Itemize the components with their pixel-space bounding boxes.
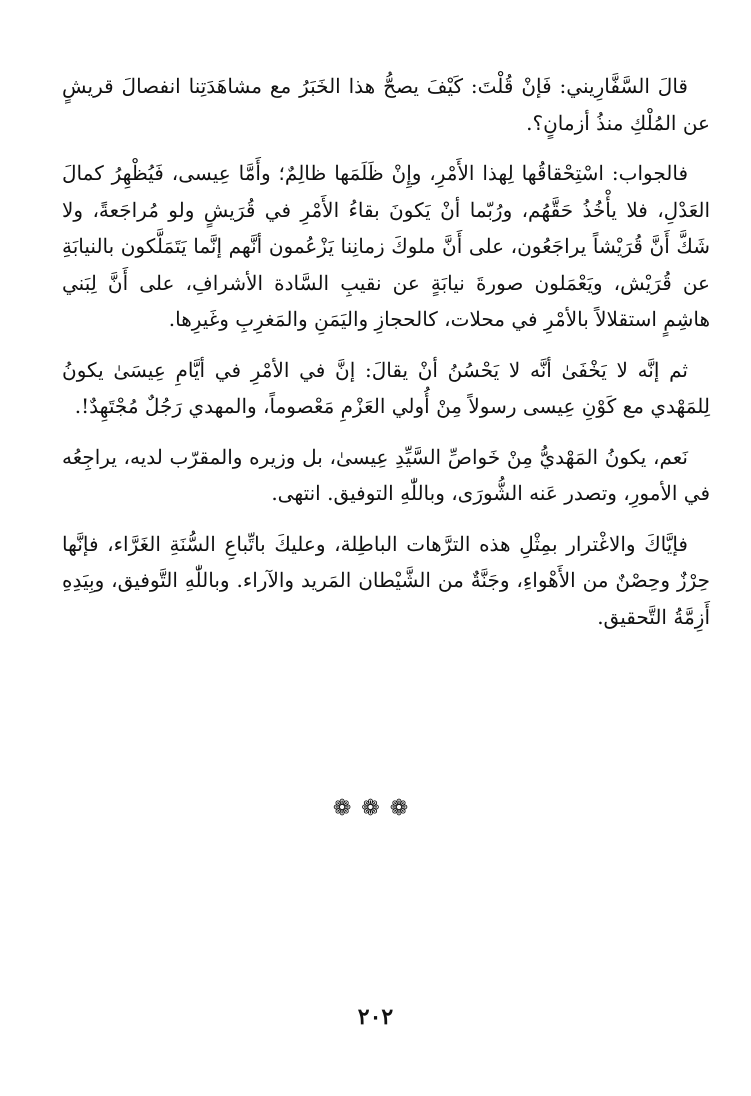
paragraph-answer: فالجواب: اسْتِحْقاقُها لِهذا الأَمْرِ، وإِنْ ظَلَمَها ظالِمٌ؛ وأَمَّا عِيسى، فَيُظْهِرُ كمالَ العَدْلِ، فلا يأْخُذُ حَقَّهُم، ورُبّما أنْ يَكونَ بقاءُ الأَمْرِ في قُرَيشٍ ولو مُراجَعةً، ولا شَكَّ أَنَّ قُرَيْشاً يراجَعُون، على أَنَّ ملوكَ زمانِنا يَزْعُمون أنَّهم إنَّما يَتَمَلَّكون بالنيابَةِ عن قُرَيْش، ويَعْمَلون صورةَ نيابَةٍ عن نقيبِ السَّادة الأشرافِ، على أَنَّ لِبَني هاشِمٍ استقلالاً بالأمْرِ في محلات، كالحجازِ واليَمَنِ والمَغرِبِ وغَيرِها. [62,161,710,331]
paragraph-saffarini-question: قالَ السَّفَّارِيني: فَإنْ قُلْتَ: كَيْفَ يصحُّ هذا الخَبَرُ مع مشاهَدَتِنا انفصالَ قريشٍ عن المُلْكِ منذُ أزمانٍ؟. [62,74,710,135]
paragraph-isa-mahdi: ثم إنَّه لا يَخْفَىٰ أنَّه لا يَحْسُنُ أنْ يقالَ: إنَّ في الأمْرِ في أيَّامِ عِيسَىٰ يكونُ لِلمَهْدي مع كَوْنِ عِيسى رسولاً مِنْ أُولي العَزْمِ مَعْصوماً، والمهدي رَجُلٌ مُجْتَهِدٌ!. [62,357,710,418]
section-divider-ornaments: ❁❁❁ [332,796,419,821]
paragraph-mahdi-vizier: نَعم، يكونُ المَهْديُّ مِنْ خَواصِّ السَّيِّدِ عِيسىٰ، بل وزيره والمقرّب لديه، يراجِعُه في الأمورِ، وتصدر عَنه الشُّورَى، وباللّٰهِ التوفيق. انتهى. [62,444,710,505]
paragraph-warning: فإيَّاكَ والاغْترار بمِثْلِ هذه الترَّهات الباطِلة، وعليكَ باتِّباعِ السُّنَةِ الغَرَّاء، فإنَّها حِرْزٌ وحِصْنٌ من الأَهْواءِ، وجَنَّةٌ من الشَّيْطان المَريد والآراء. وباللّٰهِ التَّوفيق، وبِيَدِهِ أَزِمَّةُ التَّحقيق. [62,531,710,629]
page-number: ٢٠٢ [357,1004,394,1030]
page-body [62,68,710,635]
